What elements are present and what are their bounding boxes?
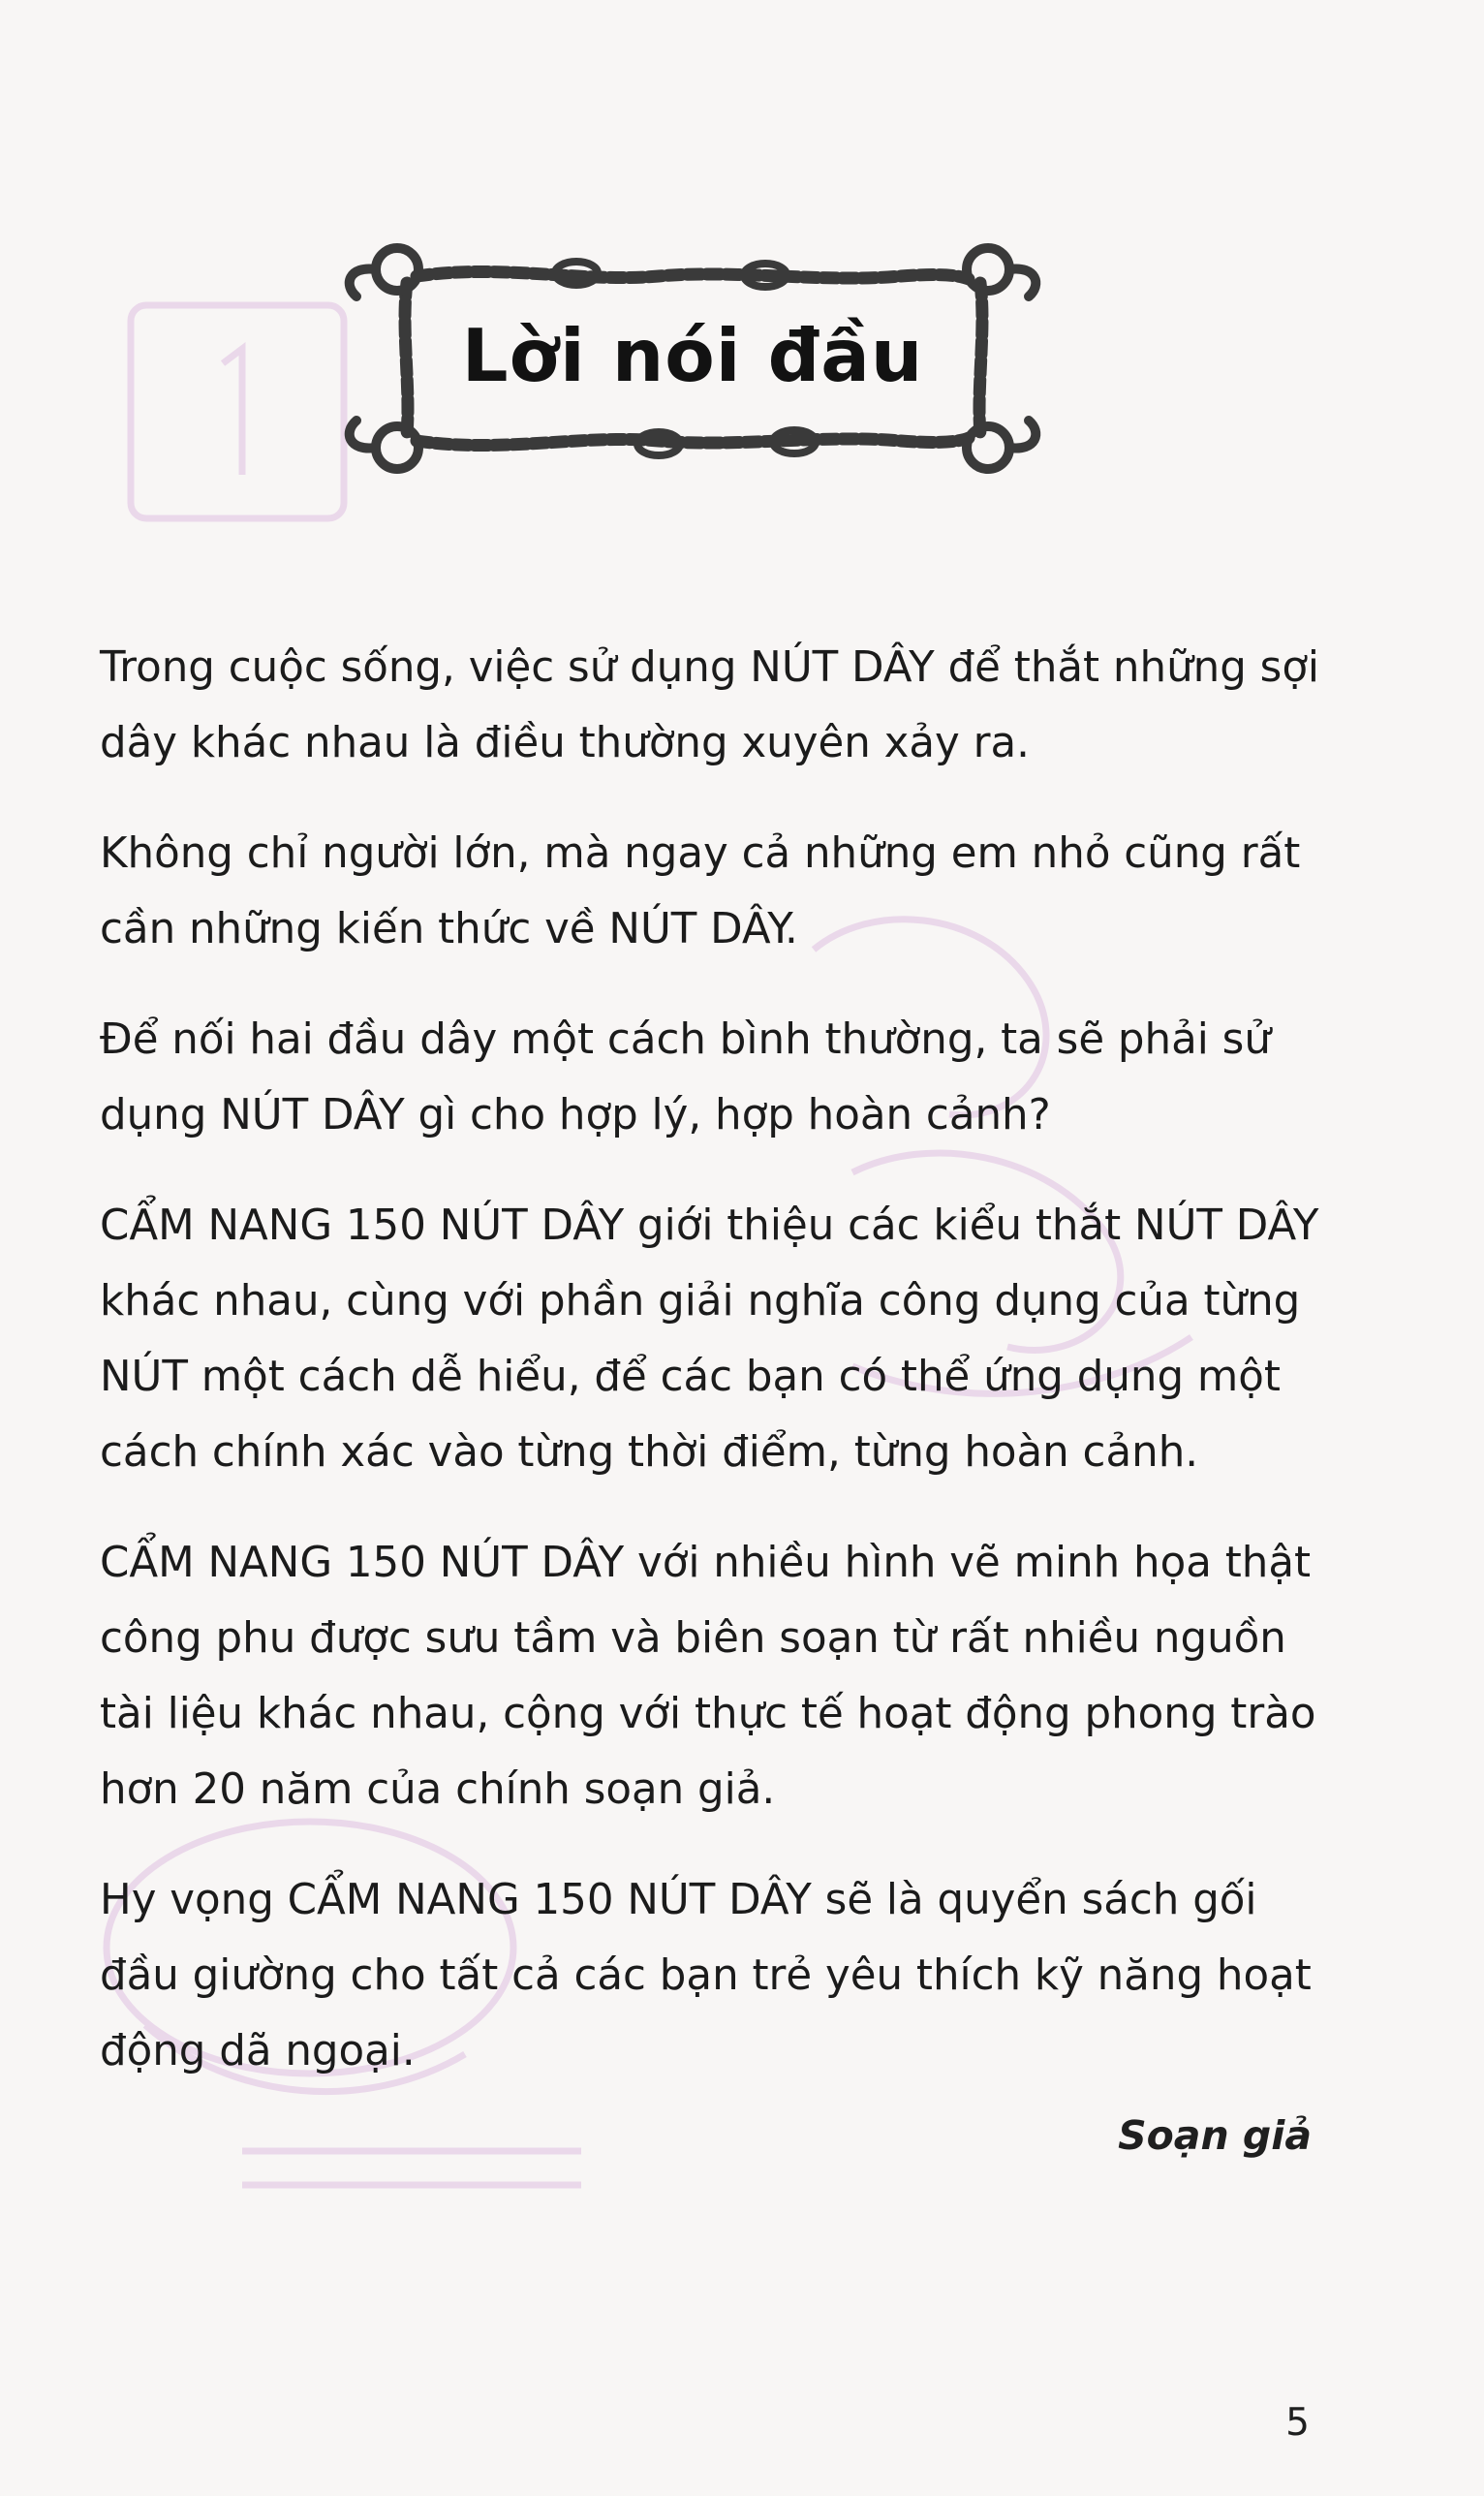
- paragraph-2: Không chỉ người lớn, mà ngay cả những em nhỏ cũng rất cần những kiến thức về NÚT DÂY.: [100, 829, 1301, 953]
- page-number: 5: [1285, 2401, 1310, 2445]
- title-frame: [339, 223, 1046, 494]
- paragraph-4: CẨM NANG 150 NÚT DÂY giới thiệu các kiểu thắt NÚT DÂY khác nhau, cùng với phần giải nghĩa công dụng của từng NÚT một cách dễ hiểu, để các bạn có thể ứng dụng một cách chính xác vào từng thời điểm, từng hoàn cảnh.: [100, 1201, 1319, 1477]
- paragraph-3: Để nối hai đầu dây một cách bình thường, ta sẽ phải sử dụng NÚT DÂY gì cho hợp lý, hợp hoàn cảnh?: [100, 1015, 1271, 1139]
- signature: Soạn giả: [1118, 2112, 1312, 2159]
- page-title: Lời nói đầu: [461, 313, 924, 398]
- paragraph-6: Hy vọng CẨM NANG 150 NÚT DÂY sẽ là quyển sách gối đầu giường cho tất cả các bạn trẻ yêu thích kỹ năng hoạt động dã ngoại.: [100, 1876, 1312, 2075]
- paragraph-5: CẨM NANG 150 NÚT DÂY với nhiều hình vẽ minh họa thật công phu được sưu tầm và biên soạn từ rất nhiều nguồn tài liệu khác nhau, cộng với thực tế hoạt động phong trào hơn 20 năm của chính soạn giả.: [100, 1539, 1316, 1814]
- body-text: [100, 630, 1320, 2124]
- paragraph-1: Trong cuộc sống, việc sử dụng NÚT DÂY để thắt những sợi dây khác nhau là điều thường xuyên xảy ra.: [100, 643, 1320, 767]
